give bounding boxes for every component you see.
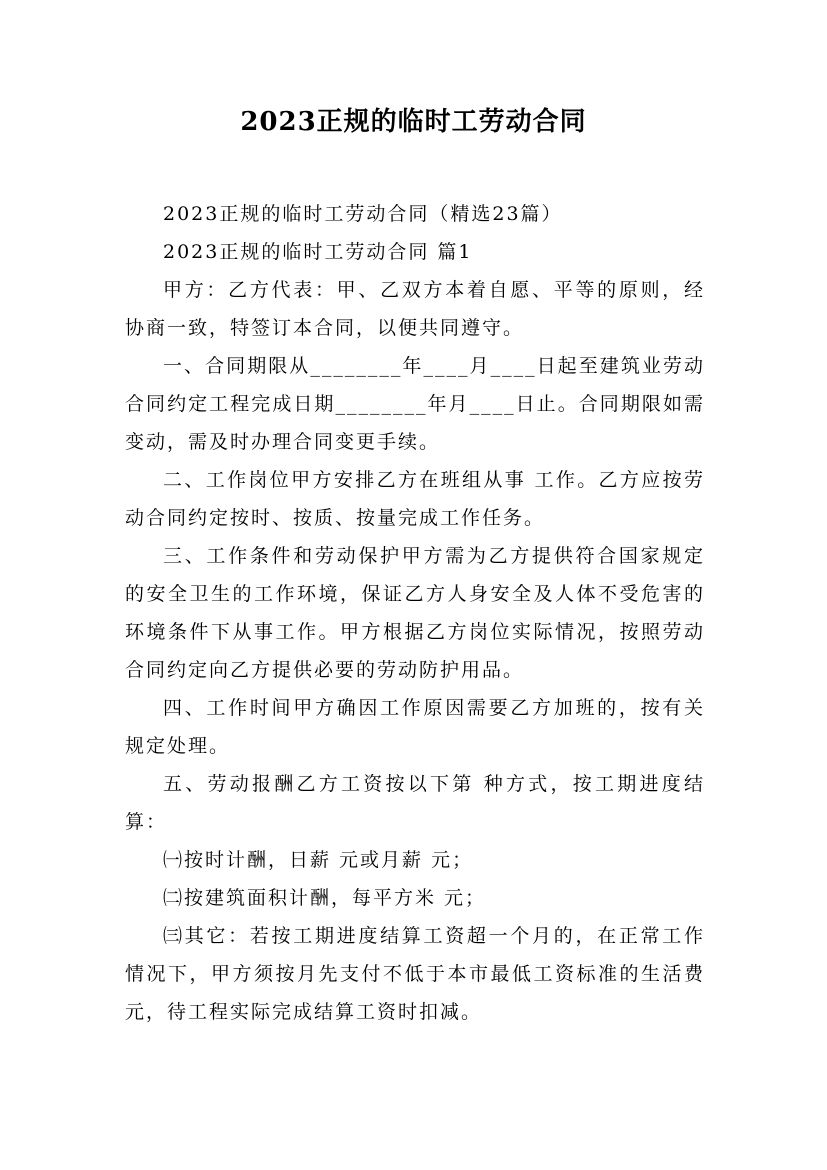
paragraph-position: 二、工作岗位甲方安排乙方在班组从事 工作。乙方应按劳动合同约定按时、按质、按量完成工作任务。 <box>125 469 705 529</box>
paragraph-subtitle: 2023正规的临时工劳动合同（精选23篇） <box>163 203 563 225</box>
paragraph-pay-option-3: ㈢其它：若按工期进度结算工资超一个月的，在正常工作情况下，甲方须按月先支付不低于本市最低工资标准的生活费元，待工程实际完成结算工资时扣减。 <box>125 925 705 1023</box>
paragraph-hours: 四、工作时间甲方确因工作原因需要乙方加班的，按有关规定处理。 <box>125 697 705 757</box>
paragraph-pay: 五、劳动报酬乙方工资按以下第 种方式，按工期进度结算： <box>125 773 705 833</box>
paragraph-conditions: 三、工作条件和劳动保护甲方需为乙方提供符合国家规定的安全卫生的工作环境，保证乙方人身安全及人体不受危害的环境条件下从事工作。甲方根据乙方岗位实际情况，按照劳动合同约定向乙方提供必要的劳动防护用品。 <box>125 545 705 681</box>
paragraph-pay-option-1: ㈠按时计酬，日薪 元或月薪 元； <box>163 849 474 871</box>
paragraph-pay-option-2: ㈡按建筑面积计酬，每平方米 元； <box>163 887 487 909</box>
paragraph-parties: 甲方：乙方代表：甲、乙双方本着自愿、平等的原则，经协商一致，特签订本合同，以便共同遵守。 <box>125 279 705 339</box>
paragraph-section-heading: 2023正规的临时工劳动合同 篇1 <box>163 241 473 263</box>
paragraph-term: 一、合同期限从________年____月____日起至建筑业劳动合同约定工程完成日期________年月____日止。合同期限如需变动，需及时办理合同变更手续。 <box>125 355 705 453</box>
document-title: 2023正规的临时工劳动合同 <box>240 107 587 137</box>
document-body <box>125 195 705 1031</box>
